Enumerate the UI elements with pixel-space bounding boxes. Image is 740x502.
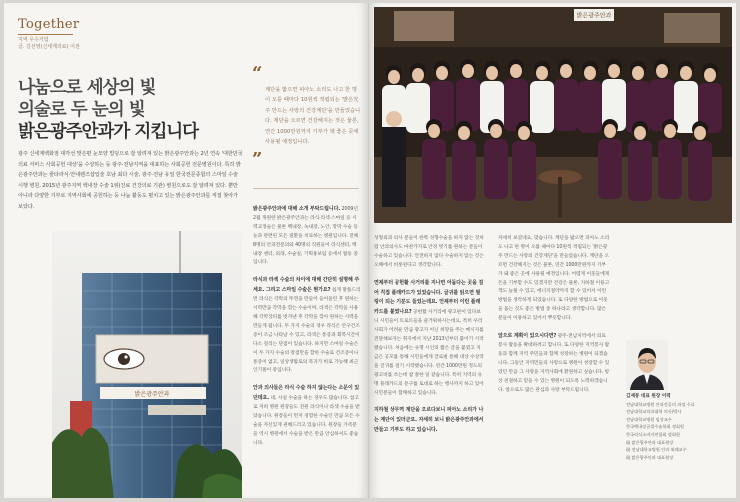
right-page bbox=[370, 3, 736, 498]
headline-line-1: 나눔으로 세상의 빛 bbox=[18, 78, 156, 98]
question-text: 앞으로 계획이 있으시다면? bbox=[498, 333, 557, 340]
qa-block bbox=[253, 205, 361, 268]
qa-block bbox=[253, 276, 361, 376]
answer-text: 공헌활 사거리에 광고판이 있다보니 시민들이 트로트들을 즐거워하시는데요, 특히 우리 사회가 어려운 만큼 광고가 아닌 희망을 주는 메시지를 전달해보자는 취지에서 지난 2013년부터 붙이기 시작했습니다. 처음에는 유명 시인의 짧은 글을 붙였고 지금은 공모를 통해 시민들에게 글로벌 통해 대상 수상작을 글귀를 걸기 시작했습니다. 연간 1000만원 정도의 광고비를 쓰는데 참 잘한 일 같습니다. 특히 지역의 유명 플래카드의 문구를 토대로 하는 행사까지 하고 있어 시민분들이 함께하고 있습니다. bbox=[374, 310, 484, 396]
caption-line: 전남대학교의과대학 의사/박사 bbox=[626, 409, 682, 415]
left-page bbox=[4, 3, 369, 498]
quote-divider bbox=[253, 188, 359, 189]
answer-text: 광주·전남지역에서 의료봉사 활동을 확대하려고 합니다. 또 다양한 지역봉사 활동과 함께 지역 주민들과 함께 성장하는 병원이 되겠습니다. 그동안 지역민들의 사랑으로 병원이 성장할 수 있었던 만큼 그 사랑을 지역사회에 환원하고 싶습니다. 항상 친절하고 믿을 수 있는 병원이 되도록 노력하겠습니다. 앞으로도 많은 관심과 사랑 부탁드립니다. bbox=[498, 334, 610, 393]
caption-line: 現 밝은광주안과 대표원장 bbox=[626, 454, 674, 460]
qa-block bbox=[374, 406, 484, 436]
caption-line: 전남대학교병원 임상교수 bbox=[626, 416, 672, 422]
director-caption bbox=[626, 392, 732, 461]
section-byline: 글. 김선영(신세계의료) 이전 bbox=[18, 44, 80, 50]
answer-text: 2009년 2월 개원한 밝은광주안과는 라식·라섹·스마일 등 시력교정술은 물론 백내장, 녹내장, 노안, 망막 수술 등 눈과 관련된 모든 질환을 치료하는 병원입니다. 전체 8명의 안과전문의와 40명의 직원들이 라식센터, 백내장 센터, 외래, 수술실, 기획홍보팀 등에서 활동 중입니다. bbox=[253, 207, 359, 266]
open-quote-icon: “ bbox=[252, 63, 263, 84]
caption-line: 전남대학교병원 안과전공의 과정 수료 bbox=[626, 401, 695, 407]
question-text: 밝은광주안과에 대해 소개 부탁드립니다. bbox=[253, 206, 341, 212]
answer-text: 자세히 보셨네요, 맞습니다. 계단을 밟으면 피아노 소리도 나고 한 명이 오를 때마다 10원씩 적립되는 '밝은광주 만드는 사랑의 건강계단'을 만들었습니다. 계단을 오르면 건강해지는 것은 물론, 연간 1000만원까지 기부가 돼 좋은 곳에 사용될 예정입니다. 어렵게 이웃들에게 돈을 기부할 수도 있겠지만 건강은 물론, 지하철 이용고객도 늘릴 수 있고, 에너지절약까지 할 수 있어서 이런 방법을 생각하게 되었습니다. 또 다양한 방법으로 이웃을 돕는 것도 좋은 방법 중 하나라고 생각합니다. 많은 분들이 이용하고 있어서 뿌듯합니다. bbox=[498, 236, 610, 322]
headline-line-2: 의술로 두 눈의 빛 bbox=[18, 100, 145, 120]
caption-line: 한국백내장굴절수술학회 정회원 bbox=[626, 424, 684, 430]
answer-text: 네, 사실 수술을 하는 경우도 많습니다. 참고로 저희 병원 원장들도 전원 라식이나 라섹 수술을 받았습니다. 원장들이 먼저 경험한 수술인 만큼 모든 수술을 자신있게 권해드리고 있습니다. 원장들 가족분들 역시 병원에서 수술을 받은 만큼 안심하셔도 좋습니다. bbox=[253, 396, 360, 446]
column-4 bbox=[498, 235, 610, 403]
director-portrait bbox=[626, 340, 668, 390]
column-2 bbox=[253, 205, 361, 457]
answer-text: 성형외과 의사 분들이 한쪽 성형수술을 하지 않는 것처럼 안과의사도 마찬가지로 안경 벗기를 원하는 분들이 수술하고 있습니다. 안전하지 않다 수술하지 않는 것은 오해에서 비롯된다고 생각합니다. bbox=[374, 236, 484, 268]
qa-block bbox=[498, 332, 610, 395]
question-text: 라식과 라섹 수술의 차이에 대해 간단히 설명해 주세요. 그리고 스마일 수술은 뭔가요? bbox=[253, 277, 360, 294]
lead-paragraph: 광주 신세계백화점 대각선 맞은편 눈모양 빌딩으로 잘 알려져 있는 밝은광주안과는 2년 연속 '대한민국 의료 서비스 사회공헌 대상'을 수상하는 등 광주·전남지역을 대표하는 사회공헌 전문병원이다. 특히 밝은광주안과는 줄타라식·안내렌즈삽입술 호남 최다 시술, 광주·전남 유일 한국전문종합의 스마일 수술 시행 병원, 2015년 광주지역 백내장 수술 1위(진료 건강의료 기관) 병원으로도 잘 알려져 있다. 뿐만 아니라 다양한 기부로 지역사회에 공헌하는 등 나눔 활동도 펼치고 있는 밝은광주안과를 직접 찾아가 보았다. bbox=[18, 151, 243, 210]
qa-block bbox=[374, 279, 484, 399]
building-banner-text: 밝은광주안과 bbox=[134, 391, 170, 398]
qa-block bbox=[374, 235, 484, 271]
question-text: 연제부터 공헌활 사거리를 지나면 어둡다는 곳을 걸어 직접 플래카드가 있었습니다. 글귀를 읽으면 필링이 되는 기분도 들었는데요. 언제부터 이런 플래카드를 붙였나요? bbox=[374, 279, 484, 316]
answer-text: 쉽게 말씀드리면 라식은 각막의 뚜껑을 만들어 들어올린 후 원하는 시력만큼 각막을 깎는 수술이며, 라섹은 각막을 사용해 각막상피를 벗겨낸 후 각막을 깎아 원하는 시력을 만들게 됩니다. 두 가지 수술의 경우 라식은 안구건조증이 조금 나타날 수 있고, 라섹은 통증과 회복시간이 다소 걸리는 단점이 있습니다. 하지만 스마일 수술은 이 두 가지 수술의 장점만을 합한 수술로 건조증이나 통증이 없고, 일상생활로의 복귀가 바로 가능해 최근 인기몰이 중입니다. bbox=[253, 288, 361, 374]
pull-quote: 계단을 밟으면 피아노 소리도 나고 한 명이 오를 때마다 10원씩 적립되는 '밝은光주 만드는 사랑의 건강계단'을 만들었습니다. 계단을 오르면 건강해지는 것은 물론, 연간 1000만원까지 기부가 돼 좋은 곳에 사용될 예정입니다. bbox=[265, 87, 361, 146]
headline bbox=[18, 77, 198, 143]
staff-group-photo bbox=[374, 7, 732, 223]
caption-line: 한국라식소비자연합회 정회원 bbox=[626, 431, 680, 437]
question-text: 안과 의사들은 라식 수술 하지 않는다는 소문이 있던데요. bbox=[253, 385, 360, 402]
photo-sign-text: 밝은광주안과 bbox=[576, 12, 612, 20]
qa-block bbox=[498, 235, 610, 324]
hospital-building-photo bbox=[52, 231, 242, 498]
question-text: 지하철 상무역 계단을 오르다보니 피아노 소리가 나는 계단이 있더군요. 자세히 보니 밝은광주안과에서 만들고 기부도 하고 있습니다. bbox=[374, 407, 484, 434]
qa-block bbox=[253, 384, 361, 448]
headline-line-3: 밝은광주안과가 지킵니다 bbox=[18, 122, 199, 142]
close-quote-icon: ” bbox=[252, 149, 263, 170]
caption-line: 現 전남대학교병원 안과 외래교수 bbox=[626, 447, 687, 453]
column-3 bbox=[374, 235, 484, 444]
caption-line: 現 밝은광주안과 대표원장 bbox=[626, 439, 674, 445]
section-title: Together bbox=[18, 17, 80, 32]
section-rule bbox=[18, 34, 73, 35]
section-subtitle: 지역 우수기업 bbox=[18, 37, 49, 43]
caption-name: 김재봉 대표 원장 이력 bbox=[626, 394, 671, 399]
